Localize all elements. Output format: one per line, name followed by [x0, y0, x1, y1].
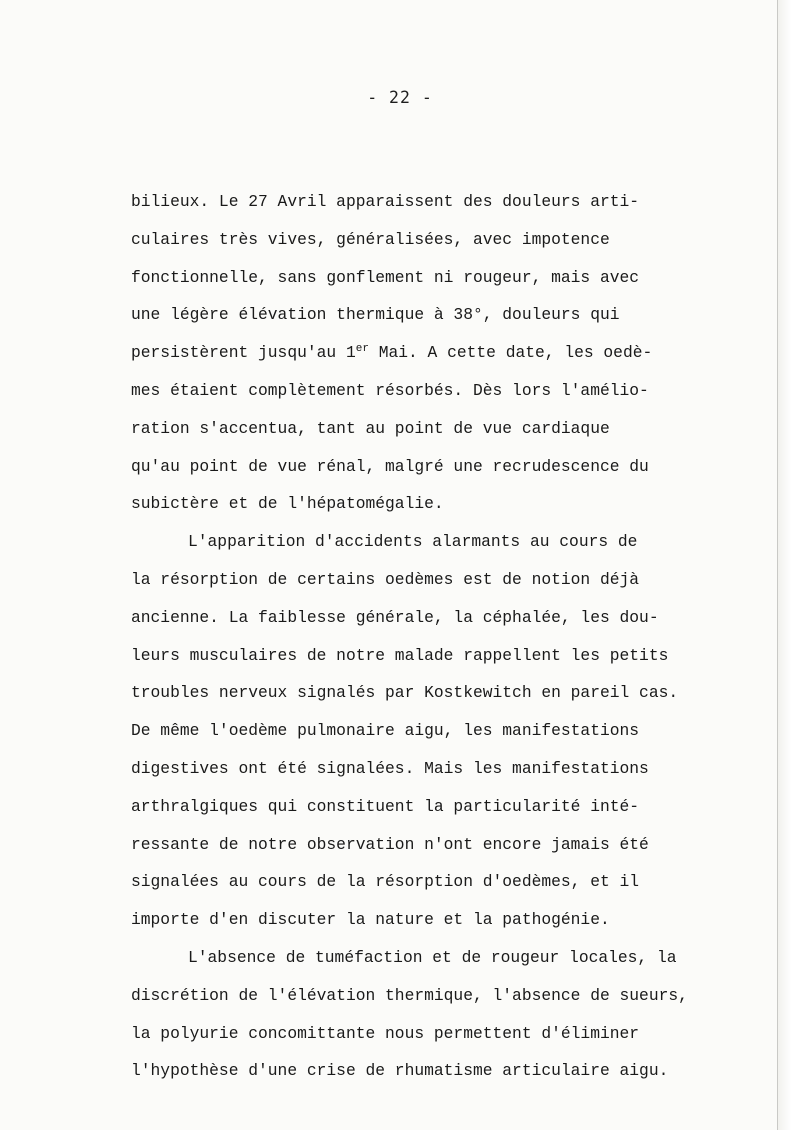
- text-line: l'hypothèse d'une crise de rhumatisme articulaire aigu.: [131, 1061, 669, 1081]
- text-line: signalées au cours de la résorption d'oedèmes, et il: [131, 872, 640, 892]
- text-segment: persistèrent jusqu'au 1: [131, 343, 356, 363]
- text-line: importe d'en discuter la nature et la pathogénie.: [131, 910, 610, 930]
- text-segment: Mai. A cette date, les oedè-: [368, 343, 653, 363]
- text-line: mes étaient complètement résorbés. Dès lors l'amélio-: [131, 380, 649, 400]
- text-line: leurs musculaires de notre malade rappellent les petits: [131, 645, 669, 665]
- text-line: arthralgiques qui constituent la particularité inté-: [131, 796, 640, 816]
- paragraph-first-line: L'absence de tuméfaction et de rougeur locales, la: [188, 947, 677, 967]
- text-line: bilieux. Le 27 Avril apparaissent des douleurs arti-: [131, 192, 640, 211]
- text-line: la résorption de certains oedèmes est de notion déjà: [131, 569, 640, 589]
- text-line: discrétion de l'élévation thermique, l'absence de sueurs,: [131, 985, 688, 1005]
- text-line: De même l'oedème pulmonaire aigu, les manifestations: [131, 721, 640, 741]
- text-line: fonctionnelle, sans gonflement ni rougeur, mais avec: [131, 267, 640, 287]
- text-line: une légère élévation thermique à 38°, douleurs qui: [131, 305, 620, 325]
- text-line: digestives ont été signalées. Mais les manifestations: [131, 758, 649, 778]
- paragraph-first-line: L'apparition d'accidents alarmants au cours de: [188, 532, 638, 552]
- text-line: qu'au point de vue rénal, malgré une recrudescence du: [131, 456, 649, 476]
- text-line: ancienne. La faiblesse générale, la céphalée, les dou-: [131, 607, 659, 627]
- body-text: [131, 183, 791, 1090]
- text-line: ressante de notre observation n'ont encore jamais été: [131, 834, 649, 854]
- superscript: er: [355, 343, 369, 356]
- text-line: [131, 334, 791, 372]
- text-line: subictère et de l'hépatomégalie.: [131, 494, 444, 514]
- page-number: - 22 -: [367, 88, 433, 107]
- text-line: ration s'accentua, tant au point de vue cardiaque: [131, 418, 610, 438]
- text-line: la polyurie concomittante nous permettent d'éliminer: [131, 1023, 640, 1043]
- text-line: culaires très vives, généralisées, avec impotence: [131, 229, 610, 249]
- text-line: troubles nerveux signalés par Kostkewitch en pareil cas.: [131, 683, 679, 703]
